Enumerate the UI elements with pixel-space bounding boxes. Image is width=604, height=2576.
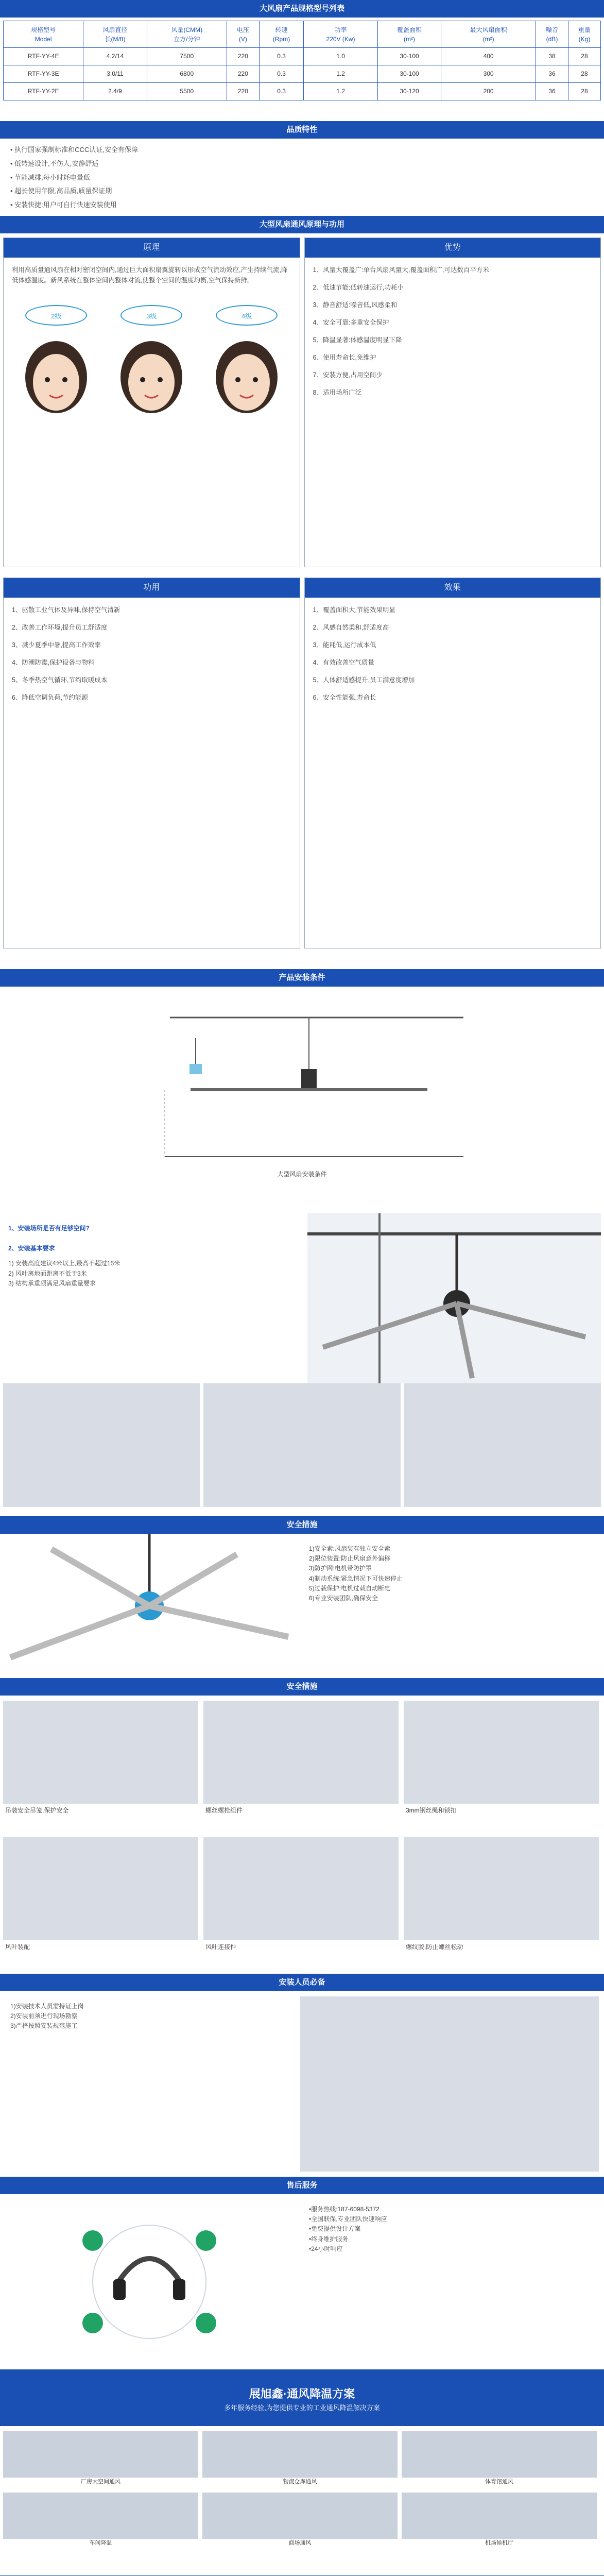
principle-title: 大型风扇通风原理与功用 [0, 216, 604, 233]
solution-card-photo [202, 2493, 398, 2539]
table-cell: 30-100 [377, 65, 441, 83]
safety-item: 2)限位装置:防止风扇意外偏移 [309, 1555, 391, 1563]
team-title: 安装人员必备 [0, 1974, 604, 1991]
solution-sub: 多年服务经验,为您提供专业的工业通风降温解决方案 [224, 2404, 380, 2412]
quality-title: 品质特性 [0, 121, 604, 139]
table-cell: 220 [227, 83, 259, 100]
accessory-card [404, 1837, 599, 1969]
table-cell: 38 [536, 48, 568, 65]
table-cell: 30-120 [377, 83, 441, 100]
accessory-card [404, 1701, 599, 1832]
solution-card-caption: 厂房大空间通风 [81, 2479, 120, 2485]
advantage-item: 4、安全可靠:多重安全保护 [313, 319, 389, 326]
function-item: 1、驱散工业气体及异味,保持空气清新 [12, 606, 120, 614]
ceiling-fan-photo [307, 1213, 601, 1383]
bracket-photo [3, 1383, 200, 1507]
header-en: (m²) [482, 35, 494, 43]
function-box [3, 578, 300, 948]
table-header-cell [4, 21, 83, 48]
table-cell: 7500 [147, 48, 227, 65]
install-caption: 大型风扇安装条件 [277, 1171, 327, 1178]
team-photo [300, 1996, 599, 2172]
solution-card-caption: 物流仓库通风 [283, 2479, 317, 2485]
face-illustration [208, 331, 285, 423]
level-badge: 2级 [25, 305, 87, 326]
solution-card-caption: 商场通风 [288, 2540, 312, 2546]
table-cell: 2.4/9 [83, 83, 147, 100]
beam-diagram [203, 1383, 401, 1507]
solution-banner [0, 2369, 604, 2426]
effect-item: 3、能耗低,运行成本低 [313, 641, 376, 649]
solution-card [3, 2431, 198, 2488]
header-en: (V) [238, 35, 247, 43]
solution-card [202, 2493, 398, 2550]
advantage-item: 6、使用寿命长,免维护 [313, 354, 376, 361]
install-note: 2) 风叶离地面距离不低于3米 [8, 1269, 87, 1277]
accessory-caption: 吊装安全吊笼,保护安全 [5, 1807, 69, 1814]
quality-item: • 执行国家强制标准和CCC认证,安全有保障 [10, 146, 138, 154]
advantage-item: 7、安装方便,占用空间少 [313, 371, 383, 379]
accessory-caption: 风叶连接件 [205, 1943, 237, 1951]
level-badge: 4级 [216, 305, 278, 326]
solution-grid [0, 2426, 604, 2555]
principle-head: 原理 [4, 238, 300, 258]
table-header-cell [259, 21, 303, 48]
effect-list [305, 598, 601, 717]
accessory-photo [3, 1837, 198, 1940]
service-item: •24小时响应 [309, 2245, 343, 2252]
table-cell: 4.2/14 [83, 48, 147, 65]
solution-card-caption: 机场候机厅 [485, 2540, 513, 2546]
advantage-box [304, 238, 601, 567]
install-q2: 2、安装基本要求 [8, 1245, 55, 1252]
table-cell: 0.3 [259, 48, 303, 65]
install-q1: 1、安装场所是否有足够空间? [8, 1225, 90, 1232]
accessory-card [3, 1837, 198, 1969]
table-header-cell [147, 21, 227, 48]
team-list [0, 1991, 295, 2177]
accessory-caption: 螺丝螺栓组件 [205, 1807, 243, 1814]
safety-item: 3)防护网:电机带防护罩 [309, 1565, 372, 1572]
principle-box [3, 238, 300, 567]
accessory-card [3, 1701, 198, 1832]
table-header-cell [441, 21, 536, 48]
table-cell: 1.0 [304, 48, 378, 65]
face-illustration [113, 331, 190, 423]
safety-item: 5)过载保护:电机过载自动断电 [309, 1584, 391, 1592]
advantage-head: 优势 [305, 238, 601, 258]
header-zh: 噪音 [545, 26, 558, 33]
table-cell: 30-100 [377, 48, 441, 65]
install-note: 3) 结构承重须满足风扇重量要求 [8, 1279, 96, 1287]
table-header-cell [227, 21, 259, 48]
team-item: 2)安装前须进行现场勘察 [10, 2012, 78, 2020]
safety-list [299, 1534, 604, 1678]
table-cell: 36 [536, 65, 568, 83]
solution-card [3, 2493, 198, 2550]
install-diagram [0, 987, 604, 1213]
service-title: 售后服务 [0, 2177, 604, 2194]
function-item: 2、改善工作环境,提升员工舒适度 [12, 624, 108, 631]
table-cell: 36 [536, 83, 568, 100]
function-item: 6、降低空调负荷,节约能源 [12, 694, 88, 701]
header-en: 长(M/ft) [105, 35, 126, 43]
header-en: (Kg) [578, 35, 591, 43]
header-en: Model [34, 35, 52, 43]
header-en: (dB) [546, 35, 558, 43]
quality-item: • 低转速设计,不伤人,安静舒适 [10, 159, 99, 167]
install-photo [307, 1213, 601, 1383]
table-cell: 220 [227, 65, 259, 83]
accessory-photo [203, 1701, 399, 1804]
header-zh: 电压 [236, 26, 249, 33]
effect-item: 4、有效改善空气质量 [313, 659, 374, 666]
header-zh: 规格型号 [31, 26, 56, 33]
table-cell: RTF-YY-4E [4, 48, 83, 65]
accessory-photo [404, 1701, 599, 1804]
accessory-photo [3, 1701, 198, 1804]
table-cell: 28 [568, 65, 600, 83]
fan-photo-svg [0, 1534, 299, 1678]
level-illustration [4, 300, 300, 331]
solution-card-photo [402, 2493, 597, 2539]
solution-card-photo [3, 2493, 198, 2539]
team-item: 1)安装技术人员需持证上岗 [10, 2003, 84, 2010]
function-item: 3、减少夏季中暑,提高工作效率 [12, 641, 101, 649]
advantage-list [305, 258, 601, 412]
table-header-cell [304, 21, 378, 48]
quality-list [0, 139, 604, 216]
quality-item: • 节能减排,每小时耗电量低 [10, 173, 90, 181]
install-note: 1) 安装高度建议4米以上,最高不超过15米 [8, 1260, 120, 1267]
advantage-item: 3、静音舒适:噪音低,风感柔和 [313, 301, 398, 309]
accessory-grid [0, 1696, 604, 1974]
table-cell: 300 [441, 65, 536, 83]
service-item: •服务热线:187-6098-5372 [309, 2206, 379, 2213]
advantage-item: 8、适用场所广泛 [313, 389, 361, 396]
table-body [4, 48, 601, 100]
service-item: •终身维护服务 [309, 2235, 349, 2243]
accessory-card [203, 1837, 399, 1969]
table-header-cell [568, 21, 600, 48]
solution-card-photo [3, 2431, 198, 2478]
header-en: (m²) [404, 35, 415, 43]
solution-title: 展旭鑫·通风降温方案 [249, 2387, 355, 2400]
install-requirements [0, 1213, 604, 1383]
principle-text: 利用高质量通风扇在相对密闭空间内,通过巨大面积扇翼旋转以形成空气流动效应,产生持续气流,降低体感温度。新风系统在整体空间内整体对流,使整个空间的温度均衡,空气保持新鲜。 [12, 266, 288, 284]
table-row [4, 48, 601, 65]
install-title: 产品安装条件 [0, 969, 604, 987]
face-illustration [18, 331, 95, 423]
beam-photo [404, 1383, 601, 1507]
fan-photo [0, 1534, 299, 1678]
service-item: •全国联保,专业团队快速响应 [309, 2215, 387, 2223]
level-badge: 3级 [120, 305, 182, 326]
accessory-card [203, 1701, 399, 1832]
accessory-title: 安全措施 [0, 1678, 604, 1696]
table-row [4, 65, 601, 83]
accessory-caption: 螺纹胶,防止螺丝松动 [406, 1943, 463, 1951]
table-cell: 0.3 [259, 65, 303, 83]
header-zh: 转速 [275, 26, 288, 33]
solution-card-photo [402, 2431, 597, 2478]
function-item: 4、防潮防霉,保护设备与物料 [12, 659, 95, 666]
spec-table [3, 21, 601, 100]
solution-card [402, 2431, 597, 2488]
effect-head: 效果 [305, 578, 601, 598]
safety-item: 4)制动系统:紧急情况下可快速停止 [309, 1574, 403, 1582]
advantage-item: 2、低速节能:低转速运行,功耗小 [313, 284, 404, 291]
table-row [4, 83, 601, 100]
accessory-caption: 风叶装配 [5, 1943, 30, 1951]
header-zh: 重量 [578, 26, 591, 33]
solution-card [202, 2431, 398, 2488]
accessory-photo [404, 1837, 599, 1940]
advantage-item: 5、降温显著:体感温度明显下降 [313, 336, 402, 344]
solution-card-caption: 车间降温 [89, 2540, 112, 2546]
header-en: 220V (Kw) [326, 35, 355, 43]
table-header-cell [377, 21, 441, 48]
service-item: •免费提供设计方案 [309, 2225, 361, 2233]
table-cell: 5500 [147, 83, 227, 100]
table-cell: 28 [568, 48, 600, 65]
table-cell: RTF-YY-2E [4, 83, 83, 100]
table-cell: 400 [441, 48, 536, 65]
header-zh: 风扇直径 [102, 26, 128, 33]
service-illustration [0, 2194, 299, 2369]
header-zh: 功率 [334, 26, 347, 33]
function-list [4, 598, 300, 717]
solution-card-caption: 体育馆通风 [485, 2479, 513, 2485]
safety-item: 1)安全索:风扇装有独立安全索 [309, 1545, 391, 1552]
table-cell: 1.2 [304, 65, 378, 83]
effect-box [304, 578, 601, 948]
headset-illustration [0, 2194, 299, 2369]
safety-title: 安全措施 [0, 1516, 604, 1534]
header-en: (Rpm) [272, 35, 290, 43]
effect-item: 2、风感自然柔和,舒适度高 [313, 624, 389, 631]
effect-item: 6、安全性能强,寿命长 [313, 694, 376, 701]
table-cell: 3.0/11 [83, 65, 147, 83]
function-head: 功用 [4, 578, 300, 598]
table-cell: 200 [441, 83, 536, 100]
header-zh: 最大风扇面积 [470, 26, 507, 33]
accessory-caption: 3mm钢丝绳和锁扣 [406, 1807, 457, 1814]
team-item: 3)严格按照安装规范施工 [10, 2022, 78, 2030]
table-cell: 6800 [147, 65, 227, 83]
quality-item: • 安装快捷:用户可自行快速安装使用 [10, 201, 117, 209]
header-en: 立方/分钟 [174, 35, 200, 43]
safety-item: 6)专业安装团队,确保安全 [309, 1594, 378, 1602]
table-header-row [4, 21, 601, 48]
solution-card-photo [202, 2431, 398, 2478]
table-header-cell [83, 21, 147, 48]
table-cell: RTF-YY-3E [4, 65, 83, 83]
solution-card [402, 2493, 597, 2550]
function-item: 5、冬季热空气循环,节约取暖成本 [12, 676, 108, 684]
service-list [299, 2194, 604, 2369]
quality-item: • 超长使用年限,高品质,质量保证期 [10, 187, 112, 195]
table-header-cell [536, 21, 568, 48]
table-cell: 1.2 [304, 83, 378, 100]
header-zh: 覆盖面积 [397, 26, 422, 33]
header-zh: 风量(CMM) [171, 26, 203, 33]
accessory-photo [203, 1837, 399, 1940]
spec-title: 大风扇产品规格型号列表 [0, 0, 604, 18]
advantage-item: 1、风量大覆盖广:单台风扇风量大,覆盖面积广,可达数百平方米 [313, 266, 489, 274]
table-cell: 28 [568, 83, 600, 100]
install-notes [8, 1259, 302, 1289]
table-cell: 220 [227, 48, 259, 65]
effect-item: 1、覆盖面积大,节能效果明显 [313, 606, 395, 614]
table-cell: 0.3 [259, 83, 303, 100]
effect-item: 5、人体舒适感提升,员工满意度增加 [313, 676, 415, 684]
